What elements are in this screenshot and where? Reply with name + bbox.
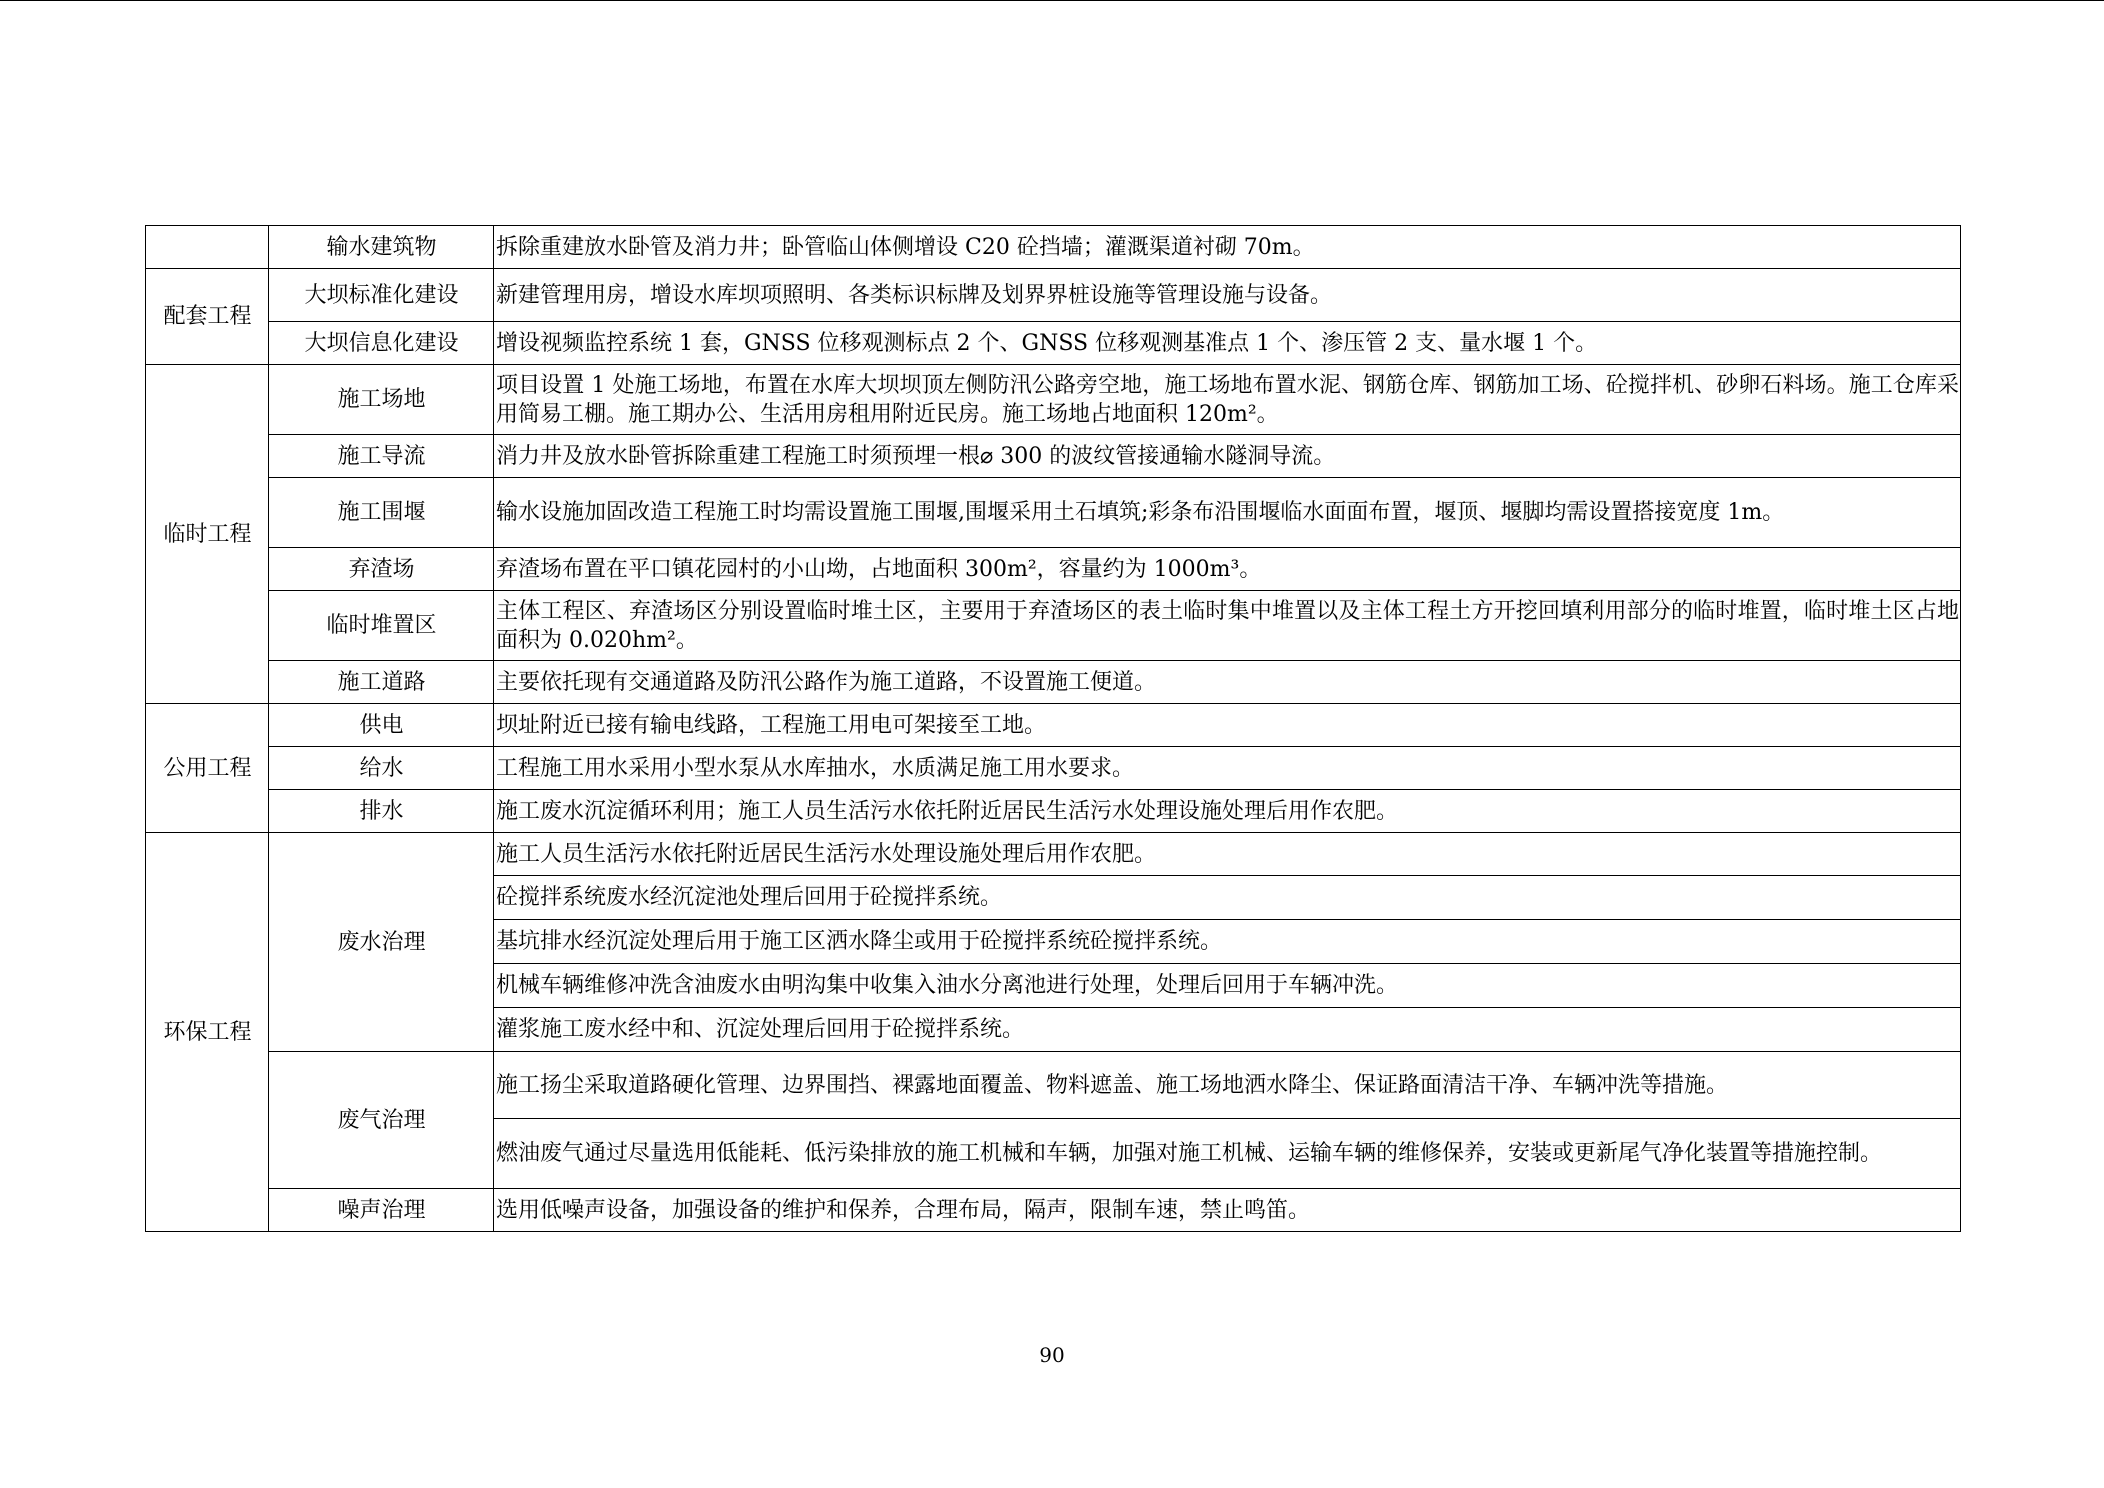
description-cell: 工程施工用水采用小型水泵从水库抽水，水质满足施工用水要求。 — [494, 747, 1961, 790]
subcategory-cell: 临时堆置区 — [269, 591, 494, 661]
category-cell — [146, 226, 269, 269]
description-cell: 砼搅拌系统废水经沉淀池处理后回用于砼搅拌系统。 — [494, 876, 1961, 920]
description-cell: 施工废水沉淀循环利用；施工人员生活污水依托附近居民生活污水处理设施处理后用作农肥。 — [494, 790, 1961, 833]
description-cell: 主要依托现有交通道路及防汛公路作为施工道路，不设置施工便道。 — [494, 661, 1961, 704]
subcategory-cell: 施工道路 — [269, 661, 494, 704]
table-row — [146, 478, 1961, 548]
subcategory-cell: 施工围堰 — [269, 478, 494, 548]
subcategory-cell: 输水建筑物 — [269, 226, 494, 269]
description-cell: 消力井及放水卧管拆除重建工程施工时须预埋一根⌀ 300 的波纹管接通输水隧洞导流。 — [494, 435, 1961, 478]
category-cell: 临时工程 — [146, 365, 269, 704]
category-cell: 公用工程 — [146, 704, 269, 833]
project-composition-table — [145, 225, 1961, 1232]
table-row — [146, 833, 1961, 876]
page-number: 90 — [1039, 1343, 1065, 1367]
table-row — [146, 591, 1961, 661]
table-row — [146, 435, 1961, 478]
table-row — [146, 1189, 1961, 1232]
description-cell: 施工扬尘采取道路硬化管理、边界围挡、裸露地面覆盖、物料遮盖、施工场地洒水降尘、保证路面清洁干净、车辆冲洗等措施。 — [494, 1052, 1961, 1119]
page-top-border — [0, 0, 2104, 1]
table-row — [146, 322, 1961, 365]
description-cell: 机械车辆维修冲洗含油废水由明沟集中收集入油水分离池进行处理，处理后回用于车辆冲洗。 — [494, 964, 1961, 1008]
description-cell: 主体工程区、弃渣场区分别设置临时堆土区，主要用于弃渣场区的表土临时集中堆置以及主体工程土方开挖回填利用部分的临时堆置，临时堆土区占地面积为 0.020hm²。 — [494, 591, 1961, 661]
description-cell: 增设视频监控系统 1 套，GNSS 位移观测标点 2 个、GNSS 位移观测基准点 1 个、渗压管 2 支、量水堰 1 个。 — [494, 322, 1961, 365]
table-row — [146, 661, 1961, 704]
description-cell: 选用低噪声设备，加强设备的维护和保养，合理布局，隔声，限制车速，禁止鸣笛。 — [494, 1189, 1961, 1232]
table-row — [146, 1052, 1961, 1119]
description-cell: 弃渣场布置在平口镇花园村的小山坳，占地面积 300m²，容量约为 1000m³。 — [494, 548, 1961, 591]
description-cell: 项目设置 1 处施工场地，布置在水库大坝坝顶左侧防汛公路旁空地，施工场地布置水泥、钢筋仓库、钢筋加工场、砼搅拌机、砂卵石料场。施工仓库采用简易工棚。施工期办公、生活用房租用附近民房。施工场地占地面积 120m²。 — [494, 365, 1961, 435]
table-row — [146, 365, 1961, 435]
subcategory-cell: 弃渣场 — [269, 548, 494, 591]
table-row — [146, 269, 1961, 322]
description-cell: 灌浆施工废水经中和、沉淀处理后回用于砼搅拌系统。 — [494, 1008, 1961, 1052]
subcategory-cell: 废水治理 — [269, 833, 494, 1052]
category-cell: 环保工程 — [146, 833, 269, 1232]
subcategory-cell: 施工导流 — [269, 435, 494, 478]
subcategory-cell: 供电 — [269, 704, 494, 747]
table-row — [146, 548, 1961, 591]
description-cell: 新建管理用房，增设水库坝项照明、各类标识标牌及划界界桩设施等管理设施与设备。 — [494, 269, 1961, 322]
table-row — [146, 747, 1961, 790]
subcategory-cell: 废气治理 — [269, 1052, 494, 1189]
subcategory-cell: 施工场地 — [269, 365, 494, 435]
description-cell: 拆除重建放水卧管及消力井；卧管临山体侧增设 C20 砼挡墙；灌溉渠道衬砌 70m。 — [494, 226, 1961, 269]
description-cell: 输水设施加固改造工程施工时均需设置施工围堰,围堰采用土石填筑;彩条布沿围堰临水面面布置，堰顶、堰脚均需设置搭接宽度 1m。 — [494, 478, 1961, 548]
subcategory-cell: 给水 — [269, 747, 494, 790]
description-cell: 坝址附近已接有输电线路，工程施工用电可架接至工地。 — [494, 704, 1961, 747]
subcategory-cell: 噪声治理 — [269, 1189, 494, 1232]
table-row — [146, 226, 1961, 269]
description-cell: 基坑排水经沉淀处理后用于施工区洒水降尘或用于砼搅拌系统砼搅拌系统。 — [494, 920, 1961, 964]
description-cell: 燃油废气通过尽量选用低能耗、低污染排放的施工机械和车辆，加强对施工机械、运输车辆的维修保养，安装或更新尾气净化装置等措施控制。 — [494, 1119, 1961, 1189]
description-cell: 施工人员生活污水依托附近居民生活污水处理设施处理后用作农肥。 — [494, 833, 1961, 876]
table-row — [146, 790, 1961, 833]
subcategory-cell: 大坝标准化建设 — [269, 269, 494, 322]
table-row — [146, 704, 1961, 747]
subcategory-cell: 排水 — [269, 790, 494, 833]
subcategory-cell: 大坝信息化建设 — [269, 322, 494, 365]
category-cell: 配套工程 — [146, 269, 269, 365]
